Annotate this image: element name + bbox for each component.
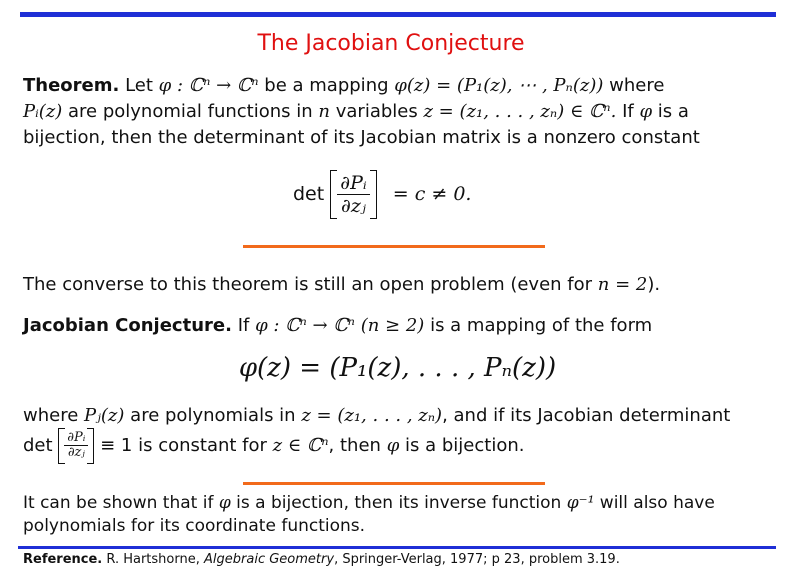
partial-fraction: [337, 172, 369, 217]
bottom-blue-bar: [18, 546, 776, 549]
theorem-line-3: bijection, then the determinant of its Jacobian matrix is a nonzero constant: [23, 127, 700, 148]
fraction-denominator: ∂zⱼ: [341, 195, 366, 217]
math-z-in-cn: z ∈ ℂⁿ: [272, 435, 329, 456]
text: where: [609, 75, 665, 96]
det-line: [23, 428, 524, 464]
reference-book: Algebraic Geometry: [204, 552, 335, 567]
theorem-line-1: [23, 73, 664, 98]
math-vars: z = (z₁, . . . , zₙ) ∈ ℂⁿ.: [423, 101, 617, 122]
math-phi: φ: [218, 493, 231, 513]
fraction-numerator: ∂Pᵢ: [337, 172, 369, 195]
reference-rest: , Springer-Verlag, 1977; p 23, problem 3.19.: [334, 552, 620, 567]
math-poly: Pⱼ(z): [84, 405, 125, 426]
math-map-decl: φ : ℂⁿ → ℂⁿ: [255, 315, 355, 336]
text: , then: [328, 435, 381, 456]
jacobian-bracket: [330, 170, 376, 219]
theorem-label: Theorem.: [23, 75, 120, 96]
partial-fraction-small: [64, 431, 88, 460]
slide-title: The Jacobian Conjecture: [257, 31, 525, 56]
theorem-line-2: [23, 99, 689, 124]
conjecture-label: Jacobian Conjecture.: [23, 315, 232, 336]
orange-divider-2: [243, 482, 545, 485]
math-phi-inverse: φ⁻¹: [566, 493, 595, 513]
text: is a mapping of the form: [430, 315, 653, 336]
jacobian-bracket-small: [58, 428, 94, 464]
math-map-def: φ(z) = (P₁(z), ⋯ , Pₙ(z)): [394, 75, 604, 96]
text: is a: [657, 101, 689, 122]
reference-author: R. Hartshorne,: [106, 552, 200, 567]
reference-line: [23, 552, 620, 567]
math-n-eq-2: n = 2: [597, 274, 648, 295]
text: variables: [335, 101, 418, 122]
det-label: det: [23, 435, 53, 456]
text: be a mapping: [264, 75, 389, 96]
fraction-numerator: ∂Pᵢ: [64, 431, 88, 446]
converse-line: [23, 272, 660, 297]
math-phi: φ: [386, 435, 400, 456]
text: , and if its Jacobian determinant: [442, 405, 731, 426]
big-equation: φ(z) = (P₁(z), . . . , Pₙ(z)): [238, 353, 557, 383]
reference-label: Reference.: [23, 552, 103, 567]
text: Let: [125, 75, 153, 96]
text: ≡ 1 is constant for: [100, 435, 267, 456]
math-map-decl: φ : ℂⁿ → ℂⁿ: [158, 75, 259, 96]
det-rhs: = c ≠ 0.: [392, 183, 472, 205]
text: will also have: [599, 493, 715, 513]
math-n: n: [318, 101, 330, 122]
text: is a bijection.: [405, 435, 525, 456]
fraction-denominator: ∂zⱼ: [67, 445, 85, 460]
det-label: det: [293, 183, 325, 205]
inverse-line-2: polynomials for its coordinate functions.: [23, 516, 366, 536]
text: It can be shown that if: [23, 493, 214, 513]
text: The converse to this theorem is still an open problem (even for: [23, 274, 593, 295]
text: If: [622, 101, 634, 122]
math-cond: (n ≥ 2): [360, 315, 425, 336]
where-line: [23, 403, 730, 428]
text: are polynomial functions in: [68, 101, 313, 122]
text: are polynomials in: [130, 405, 296, 426]
text: ).: [647, 274, 661, 295]
top-blue-bar: [20, 12, 776, 17]
math-vars: z = (z₁, . . . , zₙ): [301, 405, 443, 426]
orange-divider-1: [243, 245, 545, 248]
text: where: [23, 405, 79, 426]
math-poly: Pᵢ(z): [23, 101, 63, 122]
text: If: [237, 315, 250, 336]
conjecture-line: [23, 313, 652, 338]
inverse-line-1: [23, 492, 715, 515]
det-equation: [293, 170, 471, 219]
text: is a bijection, then its inverse function: [236, 493, 562, 513]
math-phi: φ: [639, 101, 653, 122]
